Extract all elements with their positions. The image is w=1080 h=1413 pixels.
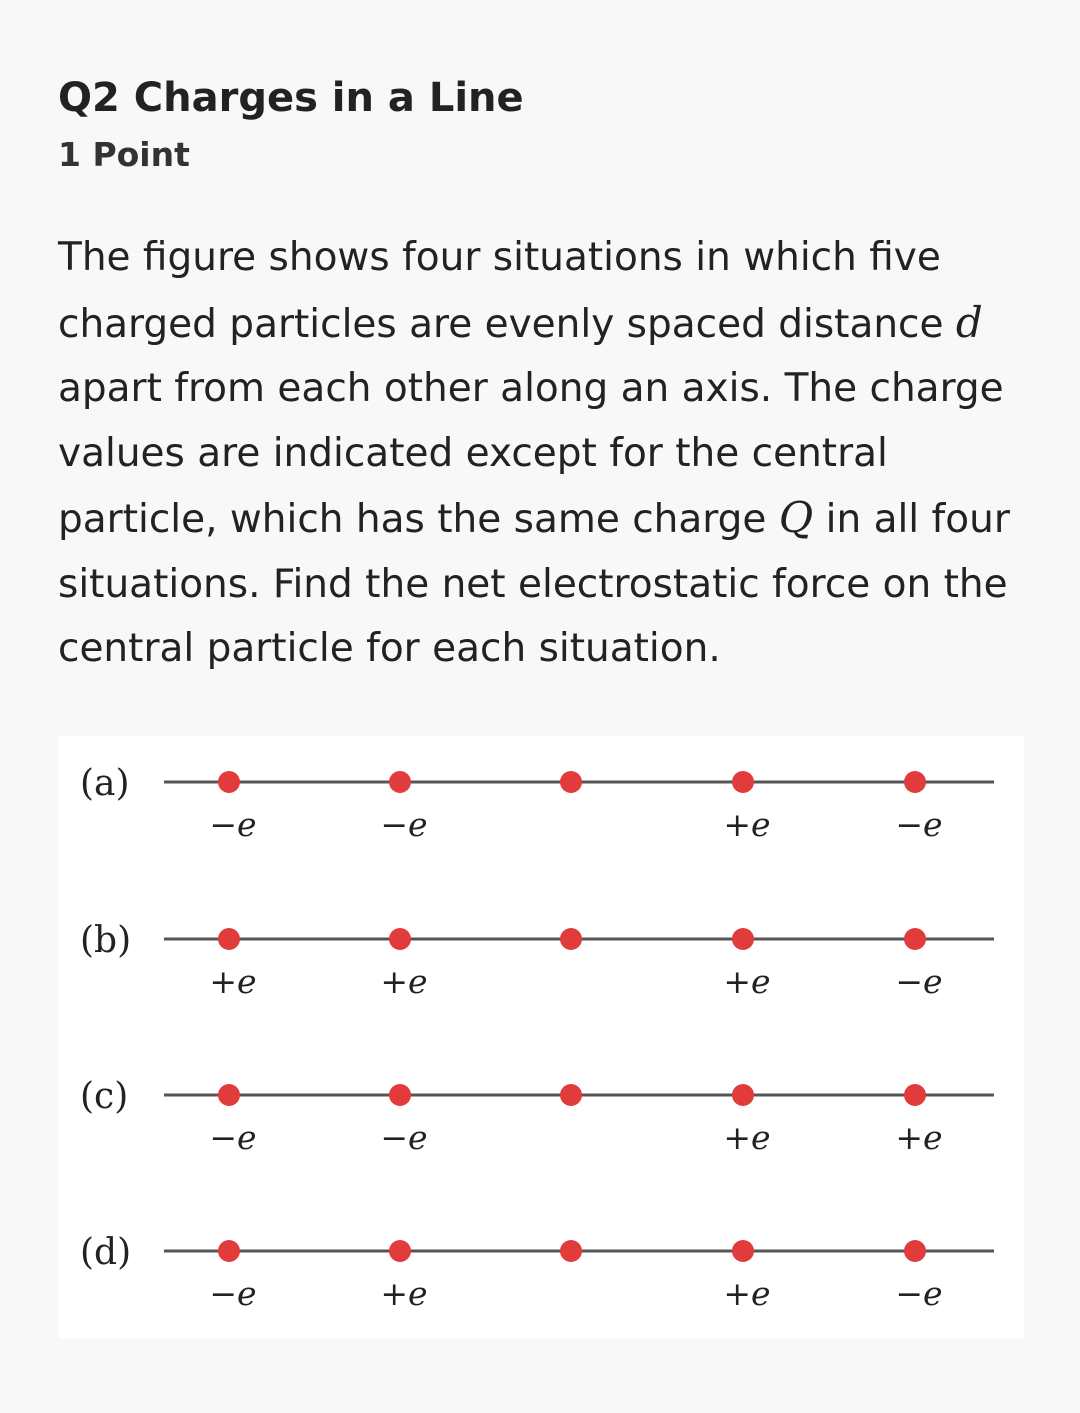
situation-b — [80, 920, 994, 1001]
charged-particle — [218, 1240, 240, 1262]
charge-label: +e — [895, 1118, 943, 1157]
charged-particle — [389, 771, 411, 793]
charged-particle — [389, 1084, 411, 1106]
charge-label: −e — [209, 1118, 257, 1157]
charged-particle — [732, 1084, 754, 1106]
question-title: Q2 Charges in a Line — [58, 75, 524, 121]
charged-particle — [560, 771, 582, 793]
charged-particle — [732, 928, 754, 950]
prompt-text-1: The figure shows four situations in which five charged particles are evenly spaced distance — [58, 235, 956, 347]
charge-label: +e — [723, 1274, 771, 1313]
situation-a — [80, 763, 994, 844]
charged-particle — [389, 1240, 411, 1262]
situation-label: (c) — [80, 1076, 129, 1117]
question-prompt — [58, 226, 1038, 682]
charges-figure — [58, 736, 1024, 1339]
prompt-text-3: in all four situations. Find the net electrostatic force on the central particle for each situation. — [58, 497, 1010, 671]
charged-particle — [732, 1240, 754, 1262]
situation-c — [80, 1076, 994, 1157]
variable-q: Q — [778, 493, 814, 542]
situation-label: (a) — [80, 763, 130, 804]
charge-label: −e — [895, 805, 943, 844]
charges-diagram — [58, 736, 1024, 1339]
charge-label: −e — [380, 805, 428, 844]
charged-particle — [218, 928, 240, 950]
charged-particle — [218, 1084, 240, 1106]
situation-d — [80, 1232, 994, 1313]
charged-particle — [218, 771, 240, 793]
situation-label: (b) — [80, 920, 132, 961]
charged-particle — [732, 771, 754, 793]
charged-particle — [560, 1240, 582, 1262]
charged-particle — [560, 928, 582, 950]
question-points: 1 Point — [58, 135, 190, 174]
charged-particle — [904, 928, 926, 950]
variable-d: d — [955, 297, 983, 347]
situation-label: (d) — [80, 1232, 132, 1273]
charge-label: +e — [723, 962, 771, 1001]
charge-label: +e — [209, 962, 257, 1001]
charge-label: +e — [723, 1118, 771, 1157]
charge-label: −e — [895, 1274, 943, 1313]
question-header — [58, 72, 524, 176]
charged-particle — [904, 1084, 926, 1106]
charged-particle — [904, 1240, 926, 1262]
prompt-text-2: apart from each other along an axis. The charge values are indicated except for the central particle, which has the same charge — [58, 366, 1004, 542]
charge-label: −e — [209, 805, 257, 844]
charge-label: +e — [380, 1274, 428, 1313]
charge-label: −e — [380, 1118, 428, 1157]
charge-label: −e — [895, 962, 943, 1001]
charge-label: −e — [209, 1274, 257, 1313]
charged-particle — [560, 1084, 582, 1106]
charged-particle — [389, 928, 411, 950]
charge-label: +e — [723, 805, 771, 844]
charge-label: +e — [380, 962, 428, 1001]
charged-particle — [904, 771, 926, 793]
